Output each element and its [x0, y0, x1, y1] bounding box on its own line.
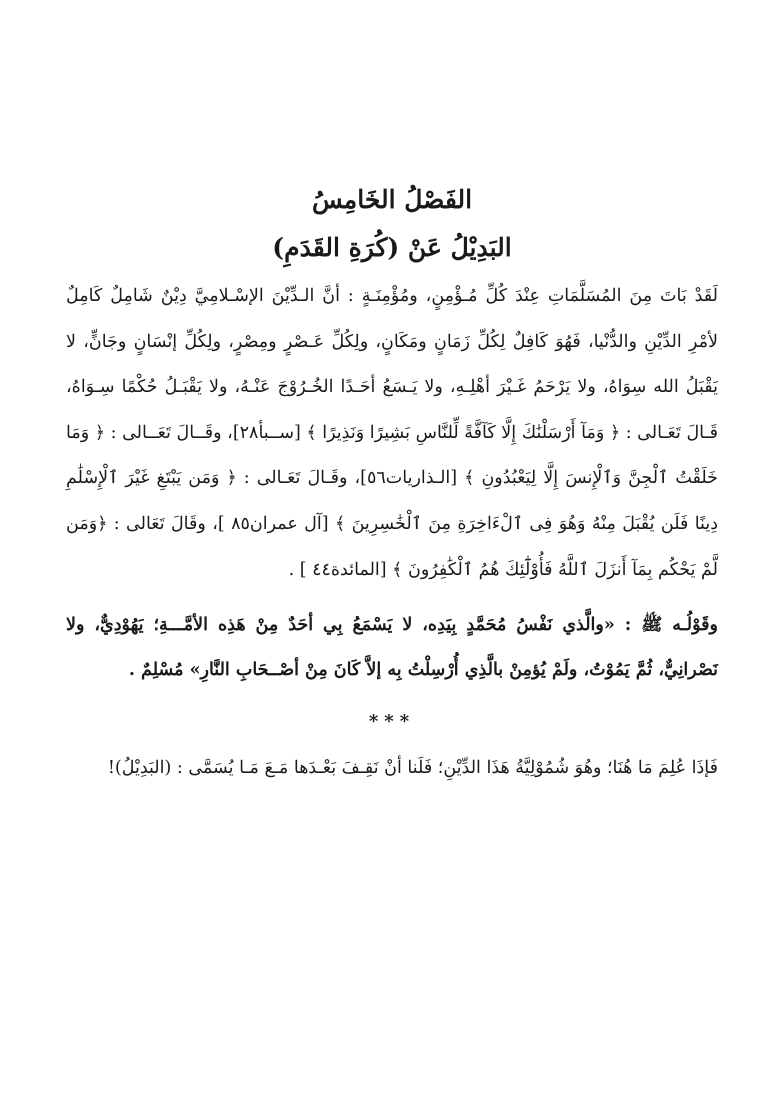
chapter-title: الفَصْلُ الخَامِسُ	[311, 185, 473, 214]
intro-paragraph: لَقَدْ بَاتَ مِنَ المُسَلَّمَاتِ عِنْدَ كُلِّ مُـؤْمِنٍ، ومُؤْمِنَـةٍ : أنَّ الـدِّيْنَ الإسْـلامِيَّ دِيْنٌ شَامِلٌ كَامِلٌ لأمْرِ الدِّيْنِ والدُّنْيا، فَهُوَ كَافِلٌ لِكُلِّ زَمَانٍ ومَكَانٍ، ولِكُلِّ عَـصْرٍ ومِصْرٍ، ولِكُلِّ إنْسَانٍ وجَانٍّ، لا يَقْبَلُ الله سِوَاهُ، ولا يَرْحَمُ غَـيْرَ أهْلِـهِ، ولا يَـسَعُ أحَـدًا الخُـرُوْجَ عَنْـهُ، ولا يَقْبَـلُ حُكْمًا سِـوَاهُ، قَـالَ تَعَـالى : ﴿ وَمَآ أَرْسَلْنَٰكَ إِلَّا كَآفَّةً لِّلنَّاسِ بَشِيرًا وَنَذِيرًا ﴾ [ســبأ٢٨]، وقَــالَ تَعَــالى : ﴿ وَمَا خَلَقْتُ ٱلْجِنَّ وَٱلْإِنسَ إِلَّا لِيَعْبُدُونِ ﴾ [الـذاريات٥٦]، وقَـالَ تَعَـالى : ﴿ وَمَن يَبْتَغِ غَيْرَ ٱلْإِسْلَٰمِ دِينًا فَلَن يُقْبَلَ مِنْهُ وَهُوَ فِى ٱلْءَاخِرَةِ مِنَ ٱلْخَٰسِرِينَ ﴾ [آل عمران٨٥ ]، وقَالَ تَعَالى : ﴿وَمَن لَّمْ يَحْكُم بِمَآ أَنزَلَ ٱللَّهُ فَأُوْلَٰٓئِكَ هُمُ ٱلْكَٰفِرُونَ ﴾ [المائدة٤٤ ] .	[66, 286, 718, 580]
hadith-paragraph: وقَوْلُـه ﷺ : «والَّذي نَفْسُ مُحَمَّدٍ بِيَدِه، لا يَسْمَعُ بِي أحَدٌ مِنْ هَذِه الأمَّـــةِ؛ يَهُوْدِيٌّ، ولا نَصْرانِيٌّ، ثُمَّ يَمُوْتُ، ولَمْ يُؤمِنْ بالَّذِي أُرْسِلْتُ بِه إلاَّ كَانَ مِنْ أصْــحَابِ النَّارِ» مُسْلِمٌ .	[66, 615, 718, 681]
closing-paragraph: فَإذَا عُلِمَ مَا هُنَا؛ وهُوَ شُمُوْلِيَّةُ هَذَا الدِّيْنِ؛ فَلَنا أنْ نَقِـفَ بَعْـدَها مَـعَ مَـا يُسَمَّى : (البَدِيْلُ)!	[107, 758, 718, 779]
section-separator: ***	[368, 711, 416, 733]
document-page	[66, 180, 718, 791]
chapter-subtitle: البَدِيْلُ عَنْ (كُرَةِ القَدَمِ)	[272, 233, 512, 262]
